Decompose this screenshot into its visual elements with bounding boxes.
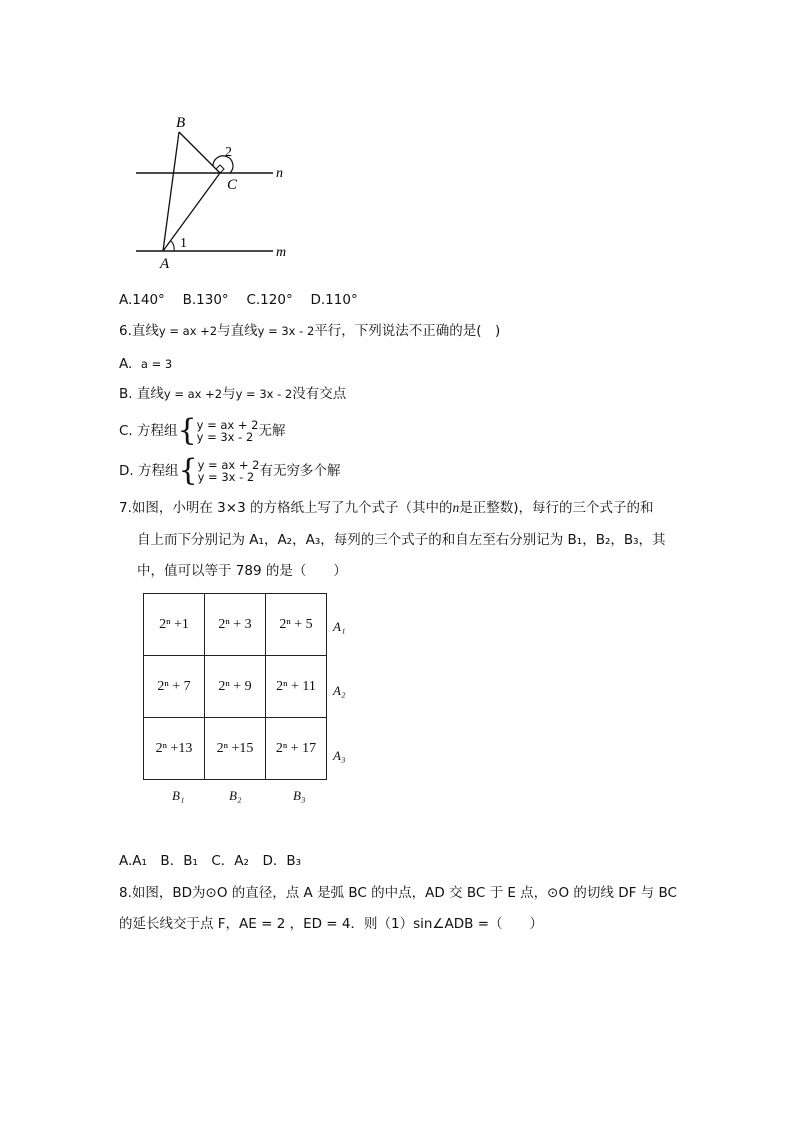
- brace-icon: {: [177, 413, 197, 448]
- q6-eq1: y = ax +2: [158, 324, 218, 338]
- q6-option-c-top: y = ax + 2: [196, 418, 259, 432]
- right-angle-mark: [216, 165, 224, 173]
- label-B: B: [176, 115, 186, 131]
- q6-option-d-pre: 方程组: [137, 463, 179, 479]
- row-label-a1: A₁: [333, 619, 346, 634]
- q6-option-d-top: y = ax + 2: [197, 458, 260, 472]
- angle1-arc: [171, 241, 174, 251]
- label-A: A: [160, 256, 170, 272]
- q6-option-c-pre: 方程组: [137, 423, 178, 439]
- q6-option-b-suffix: 没有交点: [292, 386, 347, 402]
- label-m: m: [276, 245, 287, 260]
- q7-line1-start: 7.如图，小明在 3×3 的方格纸上写了九个式子（其中的: [119, 500, 453, 516]
- grid-cell: 2ⁿ + 11: [266, 656, 327, 718]
- q8-line2: 的延长线交于点 F，AE = 2 ，ED = 4．则（1）sin∠ADB =（ ）: [119, 916, 544, 932]
- grid-row: [144, 594, 327, 656]
- q7-line1: [119, 499, 653, 517]
- grid-cell: 2ⁿ +15: [205, 718, 266, 780]
- q7-options: A.A₁ B．B₁ C．A₂ D．B₃: [119, 853, 302, 869]
- col-label-b3: B₃: [293, 788, 306, 803]
- q6-option-d-label: D.: [119, 463, 134, 479]
- q6-option-c-system: [197, 419, 259, 443]
- row-label-a2: A₂: [333, 683, 346, 698]
- q6-option-b-eq2: y = 3x - 2: [235, 387, 293, 401]
- q6-prefix: 6.直线: [119, 323, 159, 339]
- q7-line2: 自上而下分别记为 A₁，A₂，A₃，每列的三个式子的和自左至右分别记为 B₁，B₂，B₃，其: [137, 532, 666, 548]
- grid-row: [144, 718, 327, 780]
- q6-option-b-eq1: y = ax +2: [163, 387, 223, 401]
- q6-option-c-suffix: 无解: [258, 423, 286, 439]
- expression-grid: [143, 593, 327, 780]
- grid-cell: 2ⁿ + 17: [266, 718, 327, 780]
- q5-options: A.140° B.130° C.120° D.110°: [119, 292, 358, 308]
- q6-stem: [119, 322, 500, 340]
- brace-icon: {: [178, 453, 198, 488]
- q7-line1-end: 是正整数)，每行的三个式子的和: [459, 500, 654, 516]
- q7-line1-n: n: [452, 500, 460, 515]
- col-label-b1: B₁: [172, 788, 185, 803]
- col-label-b2: B₂: [229, 788, 242, 803]
- q6-option-b-label: B.: [119, 386, 133, 402]
- q6-option-c: [119, 414, 285, 448]
- segment-BC: [179, 132, 220, 173]
- grid-cell: 2ⁿ + 5: [266, 594, 327, 656]
- q6-option-b: [119, 385, 346, 403]
- q6-option-d-system: [198, 459, 260, 483]
- label-angle2: 2: [225, 145, 232, 160]
- geometry-figure: [120, 105, 310, 275]
- label-C: C: [227, 177, 238, 193]
- q6-option-b-mid: 与: [222, 386, 236, 402]
- q8-line1: 8.如图，BD为⊙O 的直径，点 A 是弧 BC 的中点，AD 交 BC 于 E 点，⊙O 的切线 DF 与 BC: [119, 885, 677, 901]
- q6-option-c-label: C.: [119, 423, 133, 439]
- grid-cell: 2ⁿ + 3: [205, 594, 266, 656]
- q6-suffix: 平行，下列说法不正确的是( ): [314, 323, 501, 339]
- q6-eq2: y = 3x - 2: [257, 324, 315, 338]
- row-label-a3: A₃: [333, 748, 346, 763]
- grid-cell: 2ⁿ + 9: [205, 656, 266, 718]
- grid-cell: 2ⁿ +13: [144, 718, 205, 780]
- q6-option-a-eq: a = 3: [140, 357, 173, 371]
- grid-cell: 2ⁿ + 7: [144, 656, 205, 718]
- q6-option-a: [119, 355, 172, 373]
- q6-option-c-bot: y = 3x - 2: [196, 430, 254, 444]
- q6-mid: 与直线: [217, 323, 258, 339]
- q6-option-a-label: A.: [119, 356, 133, 372]
- q6-option-b-pre: 直线: [136, 386, 164, 402]
- grid-row: [144, 656, 327, 718]
- label-n: n: [276, 166, 283, 181]
- grid-cell: 2ⁿ +1: [144, 594, 205, 656]
- q7-line3: 中，值可以等于 789 的是（ ）: [137, 563, 347, 579]
- q6-option-d-bot: y = 3x - 2: [197, 470, 255, 484]
- q6-option-d-suffix: 有无穷多个解: [259, 463, 341, 479]
- q6-option-d: [119, 454, 340, 488]
- label-angle1: 1: [180, 236, 187, 251]
